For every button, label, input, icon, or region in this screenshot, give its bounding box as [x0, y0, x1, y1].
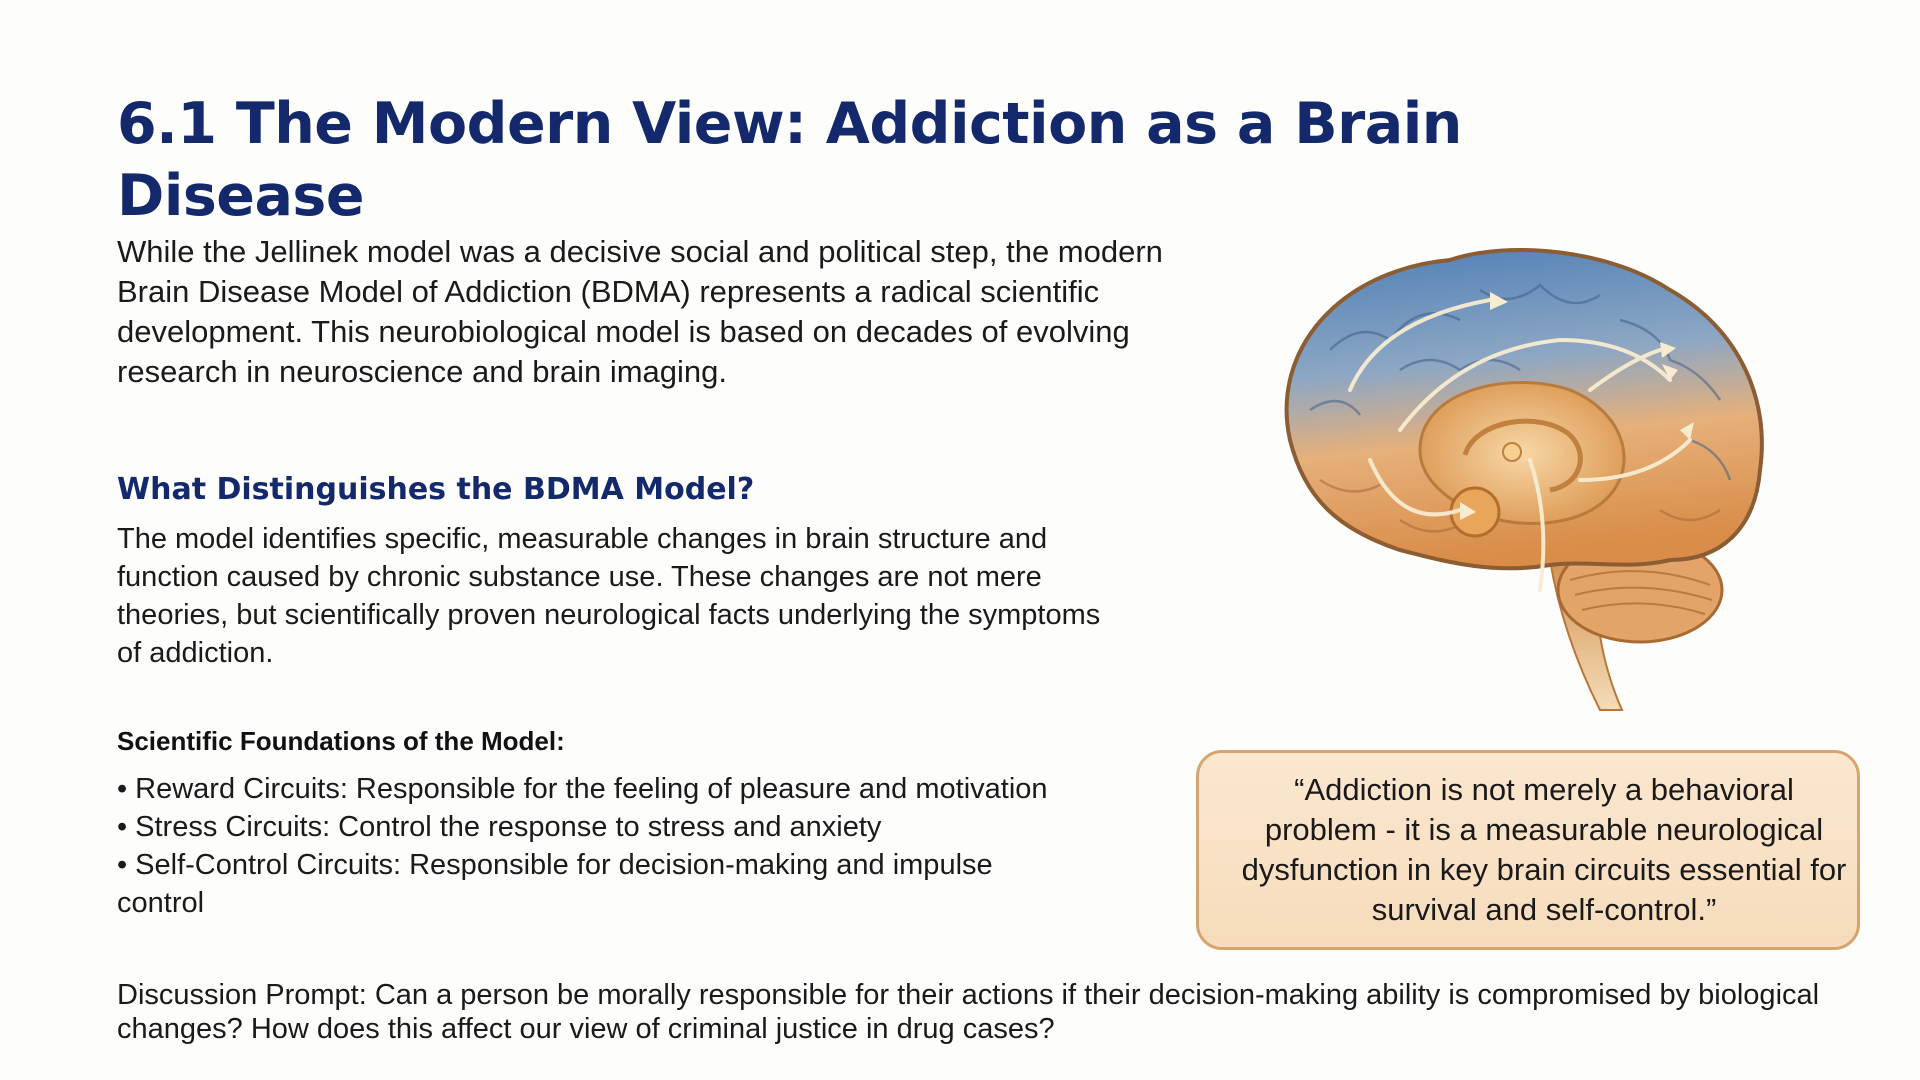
foundations-heading: Scientific Foundations of the Model:	[117, 726, 565, 756]
list-item	[117, 846, 1077, 922]
discussion-prompt: Discussion Prompt: Can a person be morally responsible for their actions if their decision-making ability is compromised by biological changes? How does this affect our view of criminal justice in drug cases?	[117, 979, 1820, 1045]
brain-icon	[1250, 230, 1790, 720]
description-paragraph: The model identifies specific, measurable changes in brain structure and function caused by chronic substance use. These changes are not mere theories, but scientifically proven neurological facts underlying the symptoms of addiction.	[117, 523, 1101, 669]
list-item-text: Stress Circuits: Control the response to stress and anxiety	[135, 811, 882, 843]
intro-paragraph: While the Jellinek model was a decisive social and political step, the modern Brain Disease Model of Addiction (BDMA) represents a radical scientific development. This neurobiological model is based on decades of evolving research in neuroscience and brain imaging.	[117, 234, 1163, 389]
quote-box	[1196, 750, 1860, 950]
foundations-list	[117, 770, 1077, 922]
list-item	[117, 808, 1077, 846]
bullet: •	[117, 773, 128, 805]
bullet: •	[117, 849, 128, 881]
section-heading: What Distinguishes the BDMA Model?	[117, 472, 755, 507]
list-item	[117, 770, 1077, 808]
quote-text: “Addiction is not merely a behavioral problem - it is a measurable neurological dysfunction in key brain circuits essential for survival and self-control.”	[1241, 772, 1847, 927]
list-item-text: Reward Circuits: Responsible for the feeling of pleasure and motivation	[135, 773, 1048, 805]
bullet: •	[117, 811, 128, 843]
nucleus-dot	[1503, 443, 1521, 461]
brain-illustration	[1250, 230, 1790, 720]
list-item-text: Self-Control Circuits: Responsible for decision-making and impulse control	[117, 849, 993, 919]
slide-title: 6.1 The Modern View: Addiction as a Brain Disease	[117, 91, 1462, 229]
